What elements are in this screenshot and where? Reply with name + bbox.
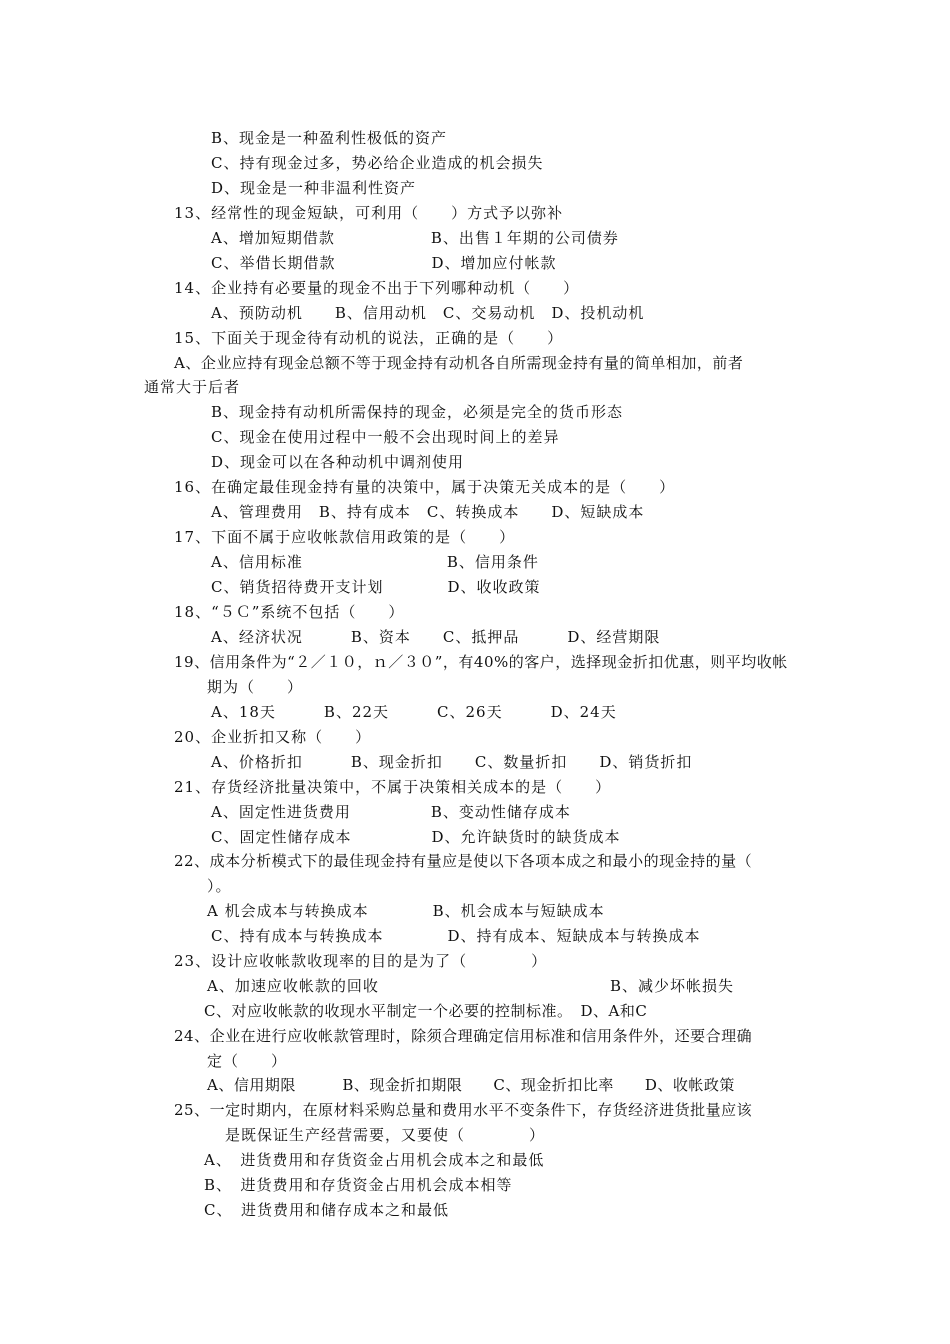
option-line: A、价格折扣 B、现金折扣 C、数量折扣 D、销货折扣 xyxy=(211,753,693,771)
question-19: 19、信用条件为“２／１０，ｎ／３０”，有40%的客户，选择现金折扣优惠，则平均收帐 xyxy=(174,653,788,671)
question-16: 16、在确定最佳现金持有量的决策中，属于决策无关成本的是（ ） xyxy=(174,478,676,496)
option-line: D、现金是一种非温利性资产 xyxy=(211,179,417,197)
option-line: A 机会成本与转换成本 B、机会成本与短缺成本 xyxy=(207,902,605,920)
option-line: C、持有成本与转换成本 D、持有成本、短缺成本与转换成本 xyxy=(211,927,701,945)
option-line: C、 进货费用和储存成本之和最低 xyxy=(204,1201,449,1219)
option-line: C、举借长期借款 D、增加应付帐款 xyxy=(211,254,557,272)
question-24-continued: 定（ ） xyxy=(207,1052,288,1070)
question-25: 25、一定时期内，在原材料采购总量和费用水平不变条件下，存货经济进货批量应该 xyxy=(174,1101,753,1119)
option-line: A、信用期限 B、现金折扣期限 C、现金折扣比率 D、收帐政策 xyxy=(207,1076,735,1094)
option-line-continued: 通常大于后者 xyxy=(144,378,241,396)
option-line: C、持有现金过多，势必给企业造成的机会损失 xyxy=(211,154,544,172)
question-22: 22、成本分析模式下的最佳现金持有量应是使以下各项本成之和最小的现金持的量（ xyxy=(174,852,753,870)
question-23: 23、设计应收帐款收现率的目的是为了（ ） xyxy=(174,952,548,970)
option-line: A、企业应持有现金总额不等于现金持有动机各自所需现金持有量的简单相加，前者 xyxy=(174,354,744,372)
option-line: A、经济状况 B、资本 C、抵押品 D、经营期限 xyxy=(211,628,661,646)
option-line: C、固定性储存成本 D、允许缺货时的缺货成本 xyxy=(211,828,621,846)
option-line: B、现金持有动机所需保持的现金，必须是完全的货币形态 xyxy=(211,403,624,421)
option-line: A、固定性进货费用 B、变动性储存成本 xyxy=(211,803,571,821)
option-line: A、管理费用 B、持有成本 C、转换成本 D、短缺成本 xyxy=(211,503,645,521)
question-18: 18、“５Ｃ”系统不包括（ ） xyxy=(174,603,405,621)
option-line: B、 进货费用和存货资金占用机会成本相等 xyxy=(204,1176,513,1194)
option-line: A、预防动机 B、信用动机 C、交易动机 D、投机动机 xyxy=(211,304,645,322)
option-line: A、 进货费用和存货资金占用机会成本之和最低 xyxy=(204,1151,545,1169)
option-line: B、现金是一种盈利性极低的资产 xyxy=(211,129,448,147)
option-line: C、销货招待费开支计划 D、收收政策 xyxy=(211,578,541,596)
question-14: 14、企业持有必要量的现金不出于下列哪种动机（ ） xyxy=(174,279,580,297)
question-25-continued: 是既保证生产经营需要，又要使（ ） xyxy=(225,1126,546,1144)
question-19-continued: 期为（ ） xyxy=(207,678,304,696)
question-21: 21、存货经济批量决策中，不属于决策相关成本的是（ ） xyxy=(174,778,612,796)
question-22-continued: ）。 xyxy=(207,877,232,895)
option-line: A、18天 B、22天 C、26天 D、24天 xyxy=(211,703,617,721)
option-line: A、加速应收帐款的回收 xyxy=(207,977,379,995)
option-line: C、对应收帐款的收现水平制定一个必要的控制标准。 D、A和C xyxy=(204,1002,648,1020)
question-13: 13、经常性的现金短缺，可利用（ ）方式予以弥补 xyxy=(174,204,564,222)
question-17: 17、下面不属于应收帐款信用政策的是（ ） xyxy=(174,528,516,546)
option-line: D、现金可以在各种动机中调剂使用 xyxy=(211,453,465,471)
question-15: 15、下面关于现金待有动机的说法，正确的是（ ） xyxy=(174,329,564,347)
option-line: C、现金在使用过程中一般不会出现时间上的差异 xyxy=(211,428,560,446)
question-24: 24、企业在进行应收帐款管理时，除须合理确定信用标准和信用条件外，还要合理确 xyxy=(174,1027,753,1045)
option-line: A、增加短期借款 B、出售１年期的公司债券 xyxy=(211,229,619,247)
question-20: 20、企业折扣又称（ ） xyxy=(174,728,372,746)
option-line: A、信用标准 B、信用条件 xyxy=(211,553,539,571)
option-line: B、减少坏帐损失 xyxy=(610,977,735,995)
